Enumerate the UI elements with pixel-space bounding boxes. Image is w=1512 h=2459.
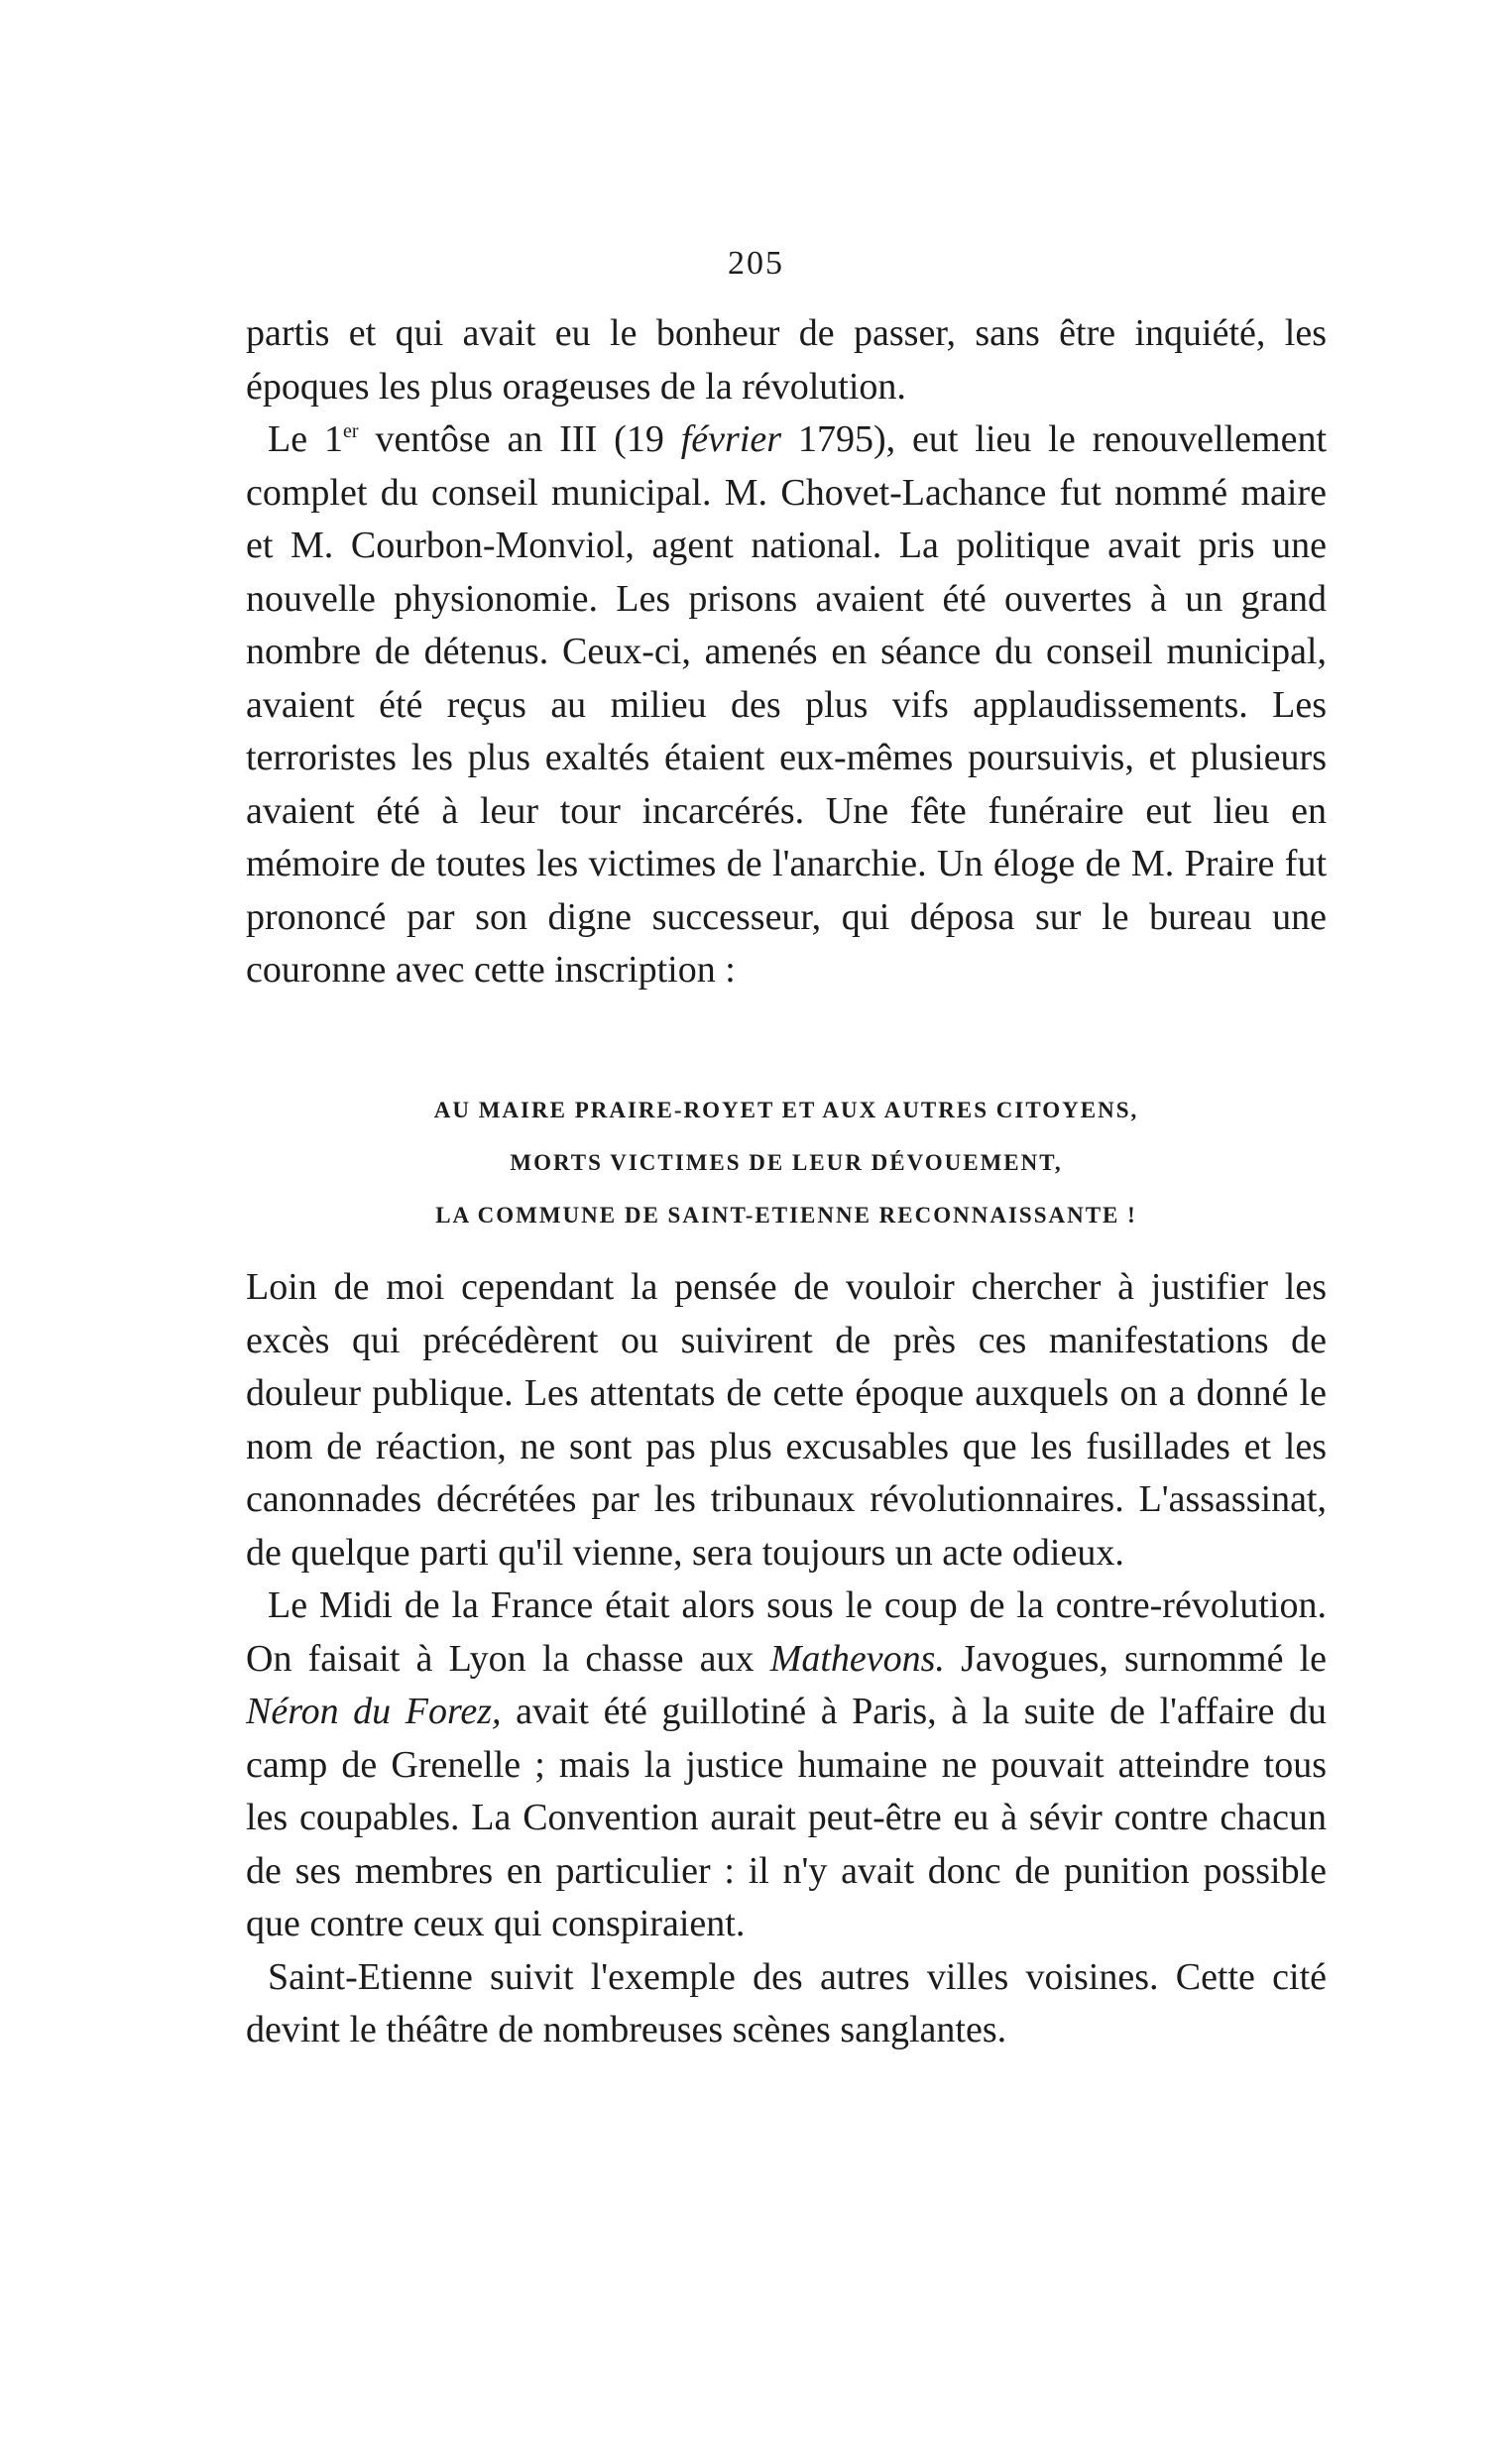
inscription-line-2: MORTS VICTIMES DE LEUR DÉVOUEMENT, bbox=[510, 1150, 1063, 1175]
paragraph-4 bbox=[246, 1580, 1327, 1951]
page-number: 205 bbox=[728, 245, 784, 282]
paragraph-4-middle: Javogues, surnommé le bbox=[944, 1637, 1328, 1680]
paragraph-2-start: Le 1 bbox=[268, 418, 344, 460]
paragraph-5: Saint-Etienne suivit l'exemple des autres villes voisines. Cette cité devint le théâtre de nombreuses scènes sanglantes. bbox=[246, 1955, 1327, 2050]
paragraph-2-date: ventôse an III (19 bbox=[358, 418, 681, 460]
paragraph-2 bbox=[246, 413, 1327, 997]
italic-month: février bbox=[680, 418, 782, 460]
paragraph-2-body: 1795), eut lieu le renouvellement complet du conseil municipal. M. Chovet-Lachance fut nommé maire et M. Courbon-Monviol, agent national. La politique avait pris une nouvelle physionomie. Les prisons avaient été ouvertes à un grand nombre de détenus. Ceux-ci, amenés en séance du conseil municipal, avaient été reçus au milieu des plus vifs applaudissements. Les terroristes les plus exaltés étaient eux-mêmes poursuivis, et plusieurs avaient été à leur tour incarcérés. Une fête funéraire eut lieu en mémoire de toutes les victimes de l'anarchie. Un éloge de M. Praire fut prononcé par son digne successeur, qui déposa sur le bureau une couronne avec cette inscription : bbox=[246, 418, 1328, 991]
text-block-bottom bbox=[246, 1261, 1327, 2057]
italic-mathevons: Mathevons. bbox=[769, 1637, 945, 1680]
paragraph-4-start: Le Midi de la France était alors sous le coup de la contre-révolution. On faisait à Lyon la chasse aux bbox=[246, 1584, 1327, 1680]
inscription bbox=[246, 1084, 1327, 1241]
italic-neron-du-forez: Néron du Forez, bbox=[246, 1691, 502, 1732]
inscription-line-3: LA COMMUNE DE SAINT-ETIENNE RECONNAISSANTE ! bbox=[435, 1203, 1137, 1228]
inscription-line-1: AU MAIRE PRAIRE-ROYET ET AUX AUTRES CITOYENS, bbox=[433, 1098, 1139, 1122]
text-block-top bbox=[246, 307, 1327, 997]
paragraph-3: Loin de moi cependant la pensée de vouloir chercher à justifier les excès qui précédèrent ou suivirent de près ces manifestations de douleur publique. Les attentats de cette époque auxquels on a donné le nom de réaction, ne sont pas plus excusables que les fusillades et les canonnades décrétées par les tribunaux révolutionnaires. L'assassinat, de quelque parti qu'il vienne, sera toujours un acte odieux. bbox=[246, 1266, 1327, 1574]
paragraph-4-end: avait été guillotiné à Paris, à la suite de l'affaire du camp de Grenelle ; mais la justice humaine ne pouvait atteindre tous les coupables. La Convention aurait peut-être eu à sévir contre chacun de ses membres en particulier : il n'y avait donc de punition possible que contre ceux qui conspiraient. bbox=[246, 1691, 1327, 1944]
paragraph-1: partis et qui avait eu le bonheur de passer, sans être inquiété, les époques les plus orageuses de la révolution. bbox=[246, 312, 1327, 408]
ordinal-superscript: er bbox=[343, 420, 359, 442]
